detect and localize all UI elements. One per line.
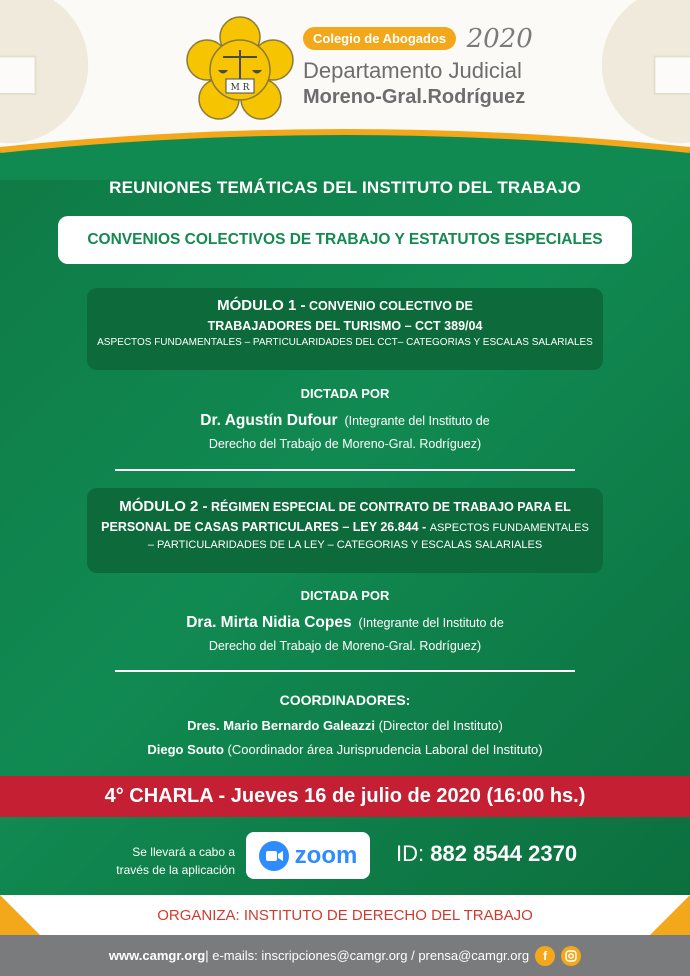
divider-1: [115, 469, 575, 471]
zoom-description: [95, 843, 235, 879]
module-2-label: MÓDULO 2 -: [119, 498, 208, 515]
module-1-line2: TRABAJADORES DEL TURISMO – CCT 389/04: [207, 319, 483, 333]
page-title: REUNIONES TEMÁTICAS DEL INSTITUTO DEL TRABAJO: [109, 178, 581, 197]
module-1-line3: ASPECTOS FUNDAMENTALES – PARTICULARIDADES DEL CCT– CATEGORIAS Y ESCALAS SALARIALES: [97, 337, 593, 348]
emails-text[interactable]: | e-mails: inscripciones@camgr.org / prensa@camgr.org: [205, 948, 530, 963]
zoom-brand: zoom: [294, 841, 358, 869]
coordinator-1: [0, 718, 690, 733]
facebook-icon[interactable]: f: [535, 946, 555, 966]
speaker-1-role2: Derecho del Trabajo de Moreno-Gral. Rodríguez): [208, 437, 482, 451]
speaker-2-name: Dra. Mirta Nidia Copes: [186, 614, 352, 631]
divider-2: [115, 670, 575, 672]
coordinator-2-role: (Coordinador área Jurisprudencia Laboral del Instituto): [227, 742, 543, 757]
coordinator-2: [0, 742, 690, 757]
college-badge: Colegio de Abogados: [303, 27, 456, 50]
website-link[interactable]: www.camgr.org: [108, 948, 206, 963]
department-label: Departamento Judicial: [303, 58, 522, 83]
year-label: 2020: [466, 24, 533, 54]
coordinators-heading: COORDINADORES:: [279, 692, 411, 708]
zoom-text-line1: Se llevará a cabo a: [132, 845, 235, 859]
speaker-1-heading: DICTADA POR: [300, 386, 390, 401]
header-text: [303, 24, 533, 109]
zoom-logo[interactable]: [246, 832, 370, 879]
instagram-icon[interactable]: [561, 946, 581, 966]
module-2-line1: RÉGIMEN ESPECIAL DE CONTRATO DE TRABAJO PARA EL: [211, 500, 571, 514]
speaker-2-role2: Derecho del Trabajo de Moreno-Gral. Rodríguez): [208, 639, 482, 653]
svg-text:M R: M R: [230, 83, 250, 93]
subtitle: CONVENIOS COLECTIVOS DE TRABAJO Y ESTATUTOS ESPECIALES: [87, 231, 603, 248]
coordinator-2-name: Diego Souto: [147, 742, 224, 757]
event-banner: [0, 776, 690, 817]
speaker-1-block: [0, 409, 690, 456]
module-2-box: [87, 488, 603, 573]
college-logo: [185, 15, 295, 125]
module-1-line1: CONVENIO COLECTIVO DE: [308, 299, 473, 313]
zoom-text-line2: través de la aplicación: [116, 863, 235, 877]
speaker-1-role1: (Integrante del Instituto de: [344, 414, 490, 428]
video-camera-icon: [259, 841, 289, 871]
module-2-line2b: ASPECTOS FUNDAMENTALES: [429, 522, 589, 534]
event-date: 4° CHARLA - Jueves 16 de julio de 2020 (16:00 hs.): [104, 785, 586, 807]
speaker-2-heading: DICTADA POR: [300, 588, 390, 603]
coordinator-1-role: (Director del Instituto): [378, 718, 503, 733]
subtitle-box: [58, 216, 632, 264]
meeting-id-label: ID:: [396, 841, 425, 866]
module-2-line3: – PARTICULARIDADES DE LA LEY – CATEGORIAS Y ESCALAS SALARIALES: [147, 539, 543, 551]
meeting-id: [396, 841, 577, 867]
speaker-2-block: [0, 611, 690, 658]
module-1-box: [87, 288, 603, 370]
coordinator-1-name: Dres. Mario Bernardo Galeazzi: [187, 718, 375, 733]
footer: [0, 935, 690, 976]
organizer-text: ORGANIZA: INSTITUTO DE DERECHO DEL TRABAJO: [157, 906, 533, 924]
gold-curve-divider: [0, 120, 690, 180]
speaker-1-name: Dr. Agustín Dufour: [200, 412, 338, 429]
meeting-id-value: 882 8544 2370: [430, 841, 578, 866]
scales-of-justice-icon: [185, 15, 295, 125]
city-label: Moreno-Gral.Rodríguez: [303, 86, 526, 108]
speaker-2-role1: (Integrante del Instituto de: [358, 616, 504, 630]
module-1-label: MÓDULO 1 -: [217, 297, 306, 314]
organizer-band: [0, 895, 690, 935]
module-2-line2a: PERSONAL DE CASAS PARTICULARES – LEY 26.844 -: [101, 520, 427, 534]
zoom-section: [0, 817, 690, 895]
